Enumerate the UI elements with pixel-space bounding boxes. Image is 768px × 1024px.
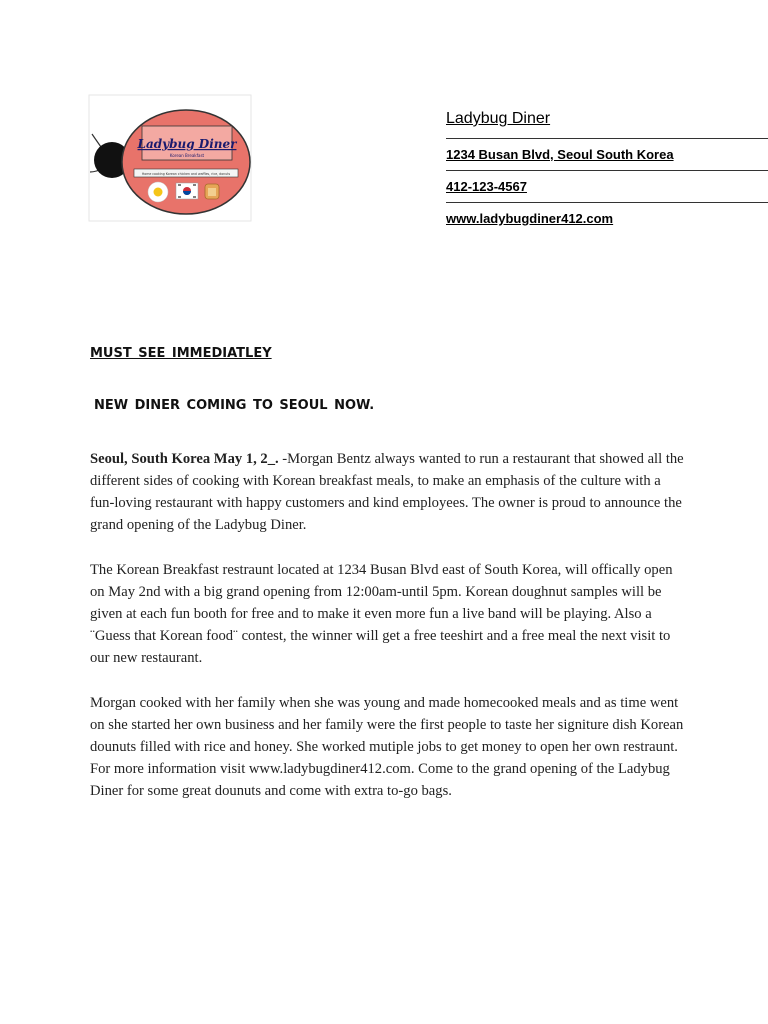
- website-link[interactable]: www.ladybugdiner412.com: [446, 202, 768, 234]
- address-line: 1234 Busan Blvd, Seoul South Korea: [446, 138, 768, 170]
- logo-tagline: Home cooking Korean chicken and waffles, rice, donuts: [141, 172, 231, 176]
- dateline: Seoul, South Korea May 1, 2_.: [90, 451, 279, 467]
- business-name: Ladybug Diner: [446, 110, 551, 127]
- ladybug-diner-logo: [88, 94, 252, 222]
- paragraph-3: Morgan cooked with her family when she was young and made homecooked meals and as time went on she started her own business and her family were the first people to taste her signiture dish Korean dounuts filled with rice and honey. She worked mutiple jobs to get money to open her own restraunt. For more information visit www.ladybugdiner412.com. Come to the grand opening of the Ladybug Diner for some great dounuts and come with extra to-go bags.: [90, 695, 684, 799]
- contact-block: [446, 110, 768, 234]
- logo-title: Ladybug Diner: [137, 137, 237, 151]
- phone-line: 412-123-4567: [446, 170, 768, 202]
- paragraph-1: [90, 448, 684, 536]
- paragraph-1-body: -Morgan Bentz always wanted to run a restaurant that showed all the different sides of cooking with Korean breakfast meals, to make an emphasis of the culture with a fun-loving restaurant with happy customers and kind employees. The owner is proud to announce the grand opening of the Ladybug Diner.: [90, 451, 684, 533]
- subheadline: NEW DINER COMING TO SEOUL NOW.: [94, 398, 375, 413]
- paragraph-2: The Korean Breakfast restraunt located at 1234 Busan Blvd east of South Korea, will offically open on May 2nd with a big grand opening from 12:00am-until 5pm. Korean doughnut samples will be given at each fun booth for free and to make it even more fun a live band will be playing. Also a ¨Guess that Korean food¨ contest, the winner will get a free teeshirt and a free meal the next visit to our new restaurant.: [90, 562, 673, 666]
- ladybug-icon: [88, 94, 252, 222]
- headline: MUST SEE IMMEDIATLEY: [90, 346, 272, 361]
- logo-subtitle: Korean Breakfast: [169, 153, 205, 158]
